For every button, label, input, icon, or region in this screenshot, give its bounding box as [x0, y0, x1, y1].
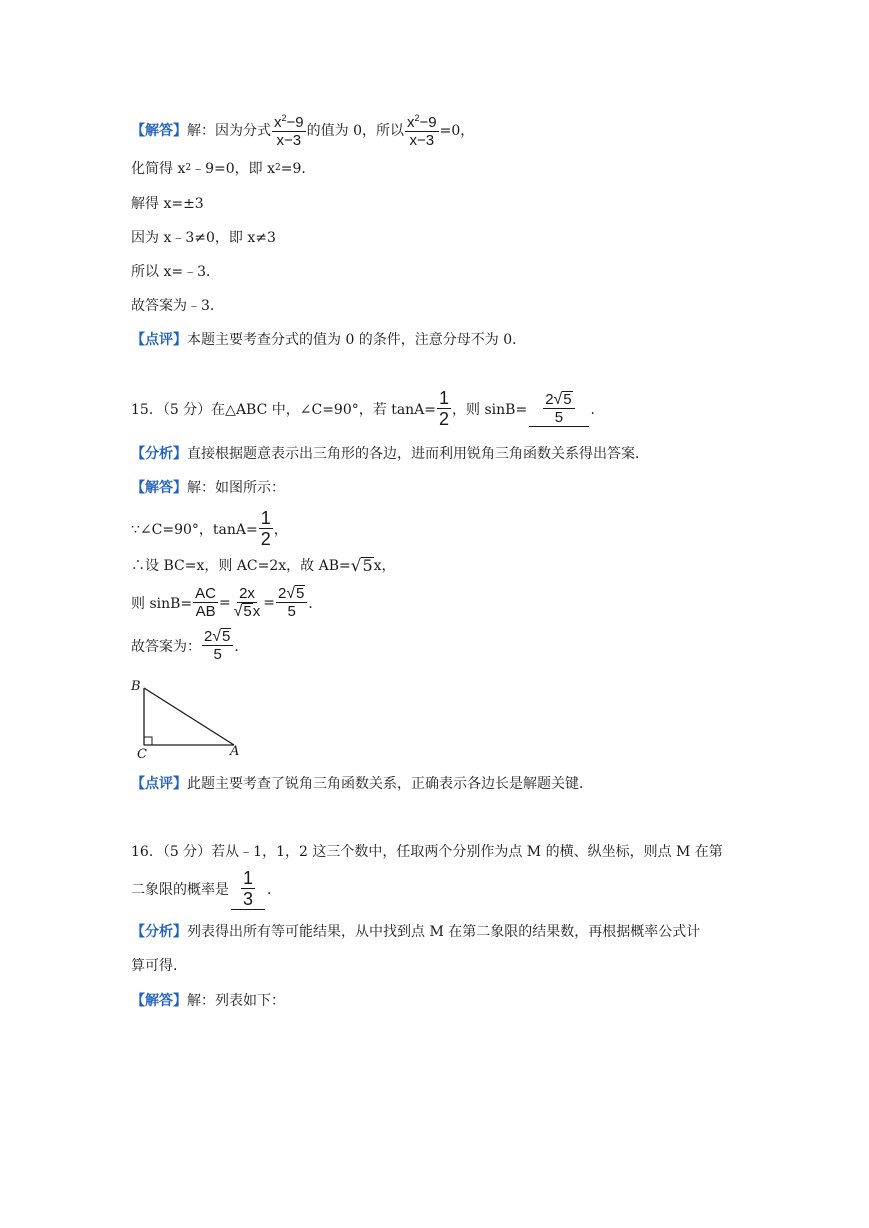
text: 的值为 0，所以 [306, 122, 404, 139]
q15-stem: 15．（5 分）在△ABC 中，∠C=90°，若 tanA= $\frac{1}{2}$ ，则 sinB= 2 √ 5 5 ． [131, 388, 605, 429]
q14-line-1 [131, 110, 474, 149]
fraction-one-half: $\frac{1}{2}$ [439, 388, 450, 429]
q15-line-3: ∴设 BC=x，则 AC=2x，故 AB= √ 5 x， [131, 555, 396, 576]
label-b: B [131, 679, 141, 694]
q16-analysis: 【分析】 列表得出所有等可能结果，从中找到点 M 在第二象限的结果数，再根据概率公式计 [131, 921, 700, 941]
analysis-tag: 【分析】 [131, 924, 187, 940]
answer-blank [529, 391, 588, 427]
fraction-one-half: $\frac{1}{2}$ [260, 508, 271, 549]
q14-line-2: 化简得 x 2 ﹣9=0，即 x 2 =9． [131, 161, 316, 177]
text: =0， [439, 122, 475, 139]
q14-line-6: 故答案为﹣3． [131, 298, 224, 314]
answer-tag: 【解答】 [131, 993, 187, 1009]
q14-line-4: 因为 x﹣3≠0，即 x≠3 [131, 230, 276, 246]
q14-line-5: 所以 x=﹣3． [131, 264, 220, 280]
label-a: A [230, 744, 240, 759]
comment-text: 本题主要考查分式的值为 0 的条件，注意分母不为 0． [187, 332, 527, 348]
answer-tag: 【解答】 [131, 480, 187, 496]
q16-stem-line-2: 二象限的概率是 $\frac{1}{3}$ ． [131, 868, 282, 909]
analysis-tag: 【分析】 [131, 446, 187, 462]
answer-blank [231, 868, 265, 910]
q15-line-5: 故答案为： 2 √ 5 5 ． [131, 628, 249, 663]
side-ab [144, 688, 234, 745]
fraction-x2-9-over-x-3-second: $\frac{x^2-9}{x-3}$ [405, 110, 439, 149]
comment-tag: 【点评】 [131, 776, 187, 792]
q15-line-2: ∵∠C=90°，tanA= $\frac{1}{2}$ ， [131, 508, 288, 549]
q15-analysis: 【分析】 直接根据题意表示出三角形的各边，进而利用锐角三角函数关系得出答案． [131, 443, 649, 463]
text: 解：因为分式 [187, 122, 271, 139]
fraction-x2-9-over-x-3: $\frac{x^2-9}{x-3}$ [272, 110, 306, 149]
sqrt-5: √ 5 [350, 555, 373, 576]
q16-answer: 【解答】 解：列表如下： [131, 990, 285, 1010]
answer-one-third: $\frac{1}{3}$ [243, 868, 254, 909]
q16-stem-line-1: 16．（5 分）若从﹣1，1，2 这三个数中，任取两个分别作为点 M 的横、纵坐标，则点 M 在第 [131, 844, 723, 860]
q15-line-4: 则 sinB= $\frac{AC}{AB}$ = 2x √ 5 x = 2 √ 5 5 ． [131, 585, 323, 621]
fraction-2sqrt5-over-5: 2 √ 5 5 [202, 628, 233, 663]
label-c: C [137, 747, 147, 762]
answer-tag: 【解答】 [131, 122, 187, 139]
q15-comment: 【点评】 此题主要考查了锐角三角函数关系，正确表示各边长是解题关键． [131, 773, 593, 793]
q14-comment [131, 329, 526, 349]
answer-2sqrt5-over-5: 2 √ 5 5 [543, 391, 574, 426]
q15-answer: 【解答】 解：如图所示： [131, 477, 285, 497]
fraction-2sqrt5-over-5: 2 √ 5 5 [276, 585, 307, 620]
triangle-figure [128, 676, 248, 762]
q16-analysis-cont: 算可得． [131, 958, 187, 974]
right-angle-mark [144, 737, 152, 745]
fraction-2x-over-sqrt5x: 2x √ 5 x [233, 585, 261, 621]
fraction-ac-over-ab: $\frac{AC}{AB}$ [195, 585, 216, 620]
q14-line-3: 解得 x=±3 [131, 196, 204, 212]
comment-tag: 【点评】 [131, 332, 187, 348]
